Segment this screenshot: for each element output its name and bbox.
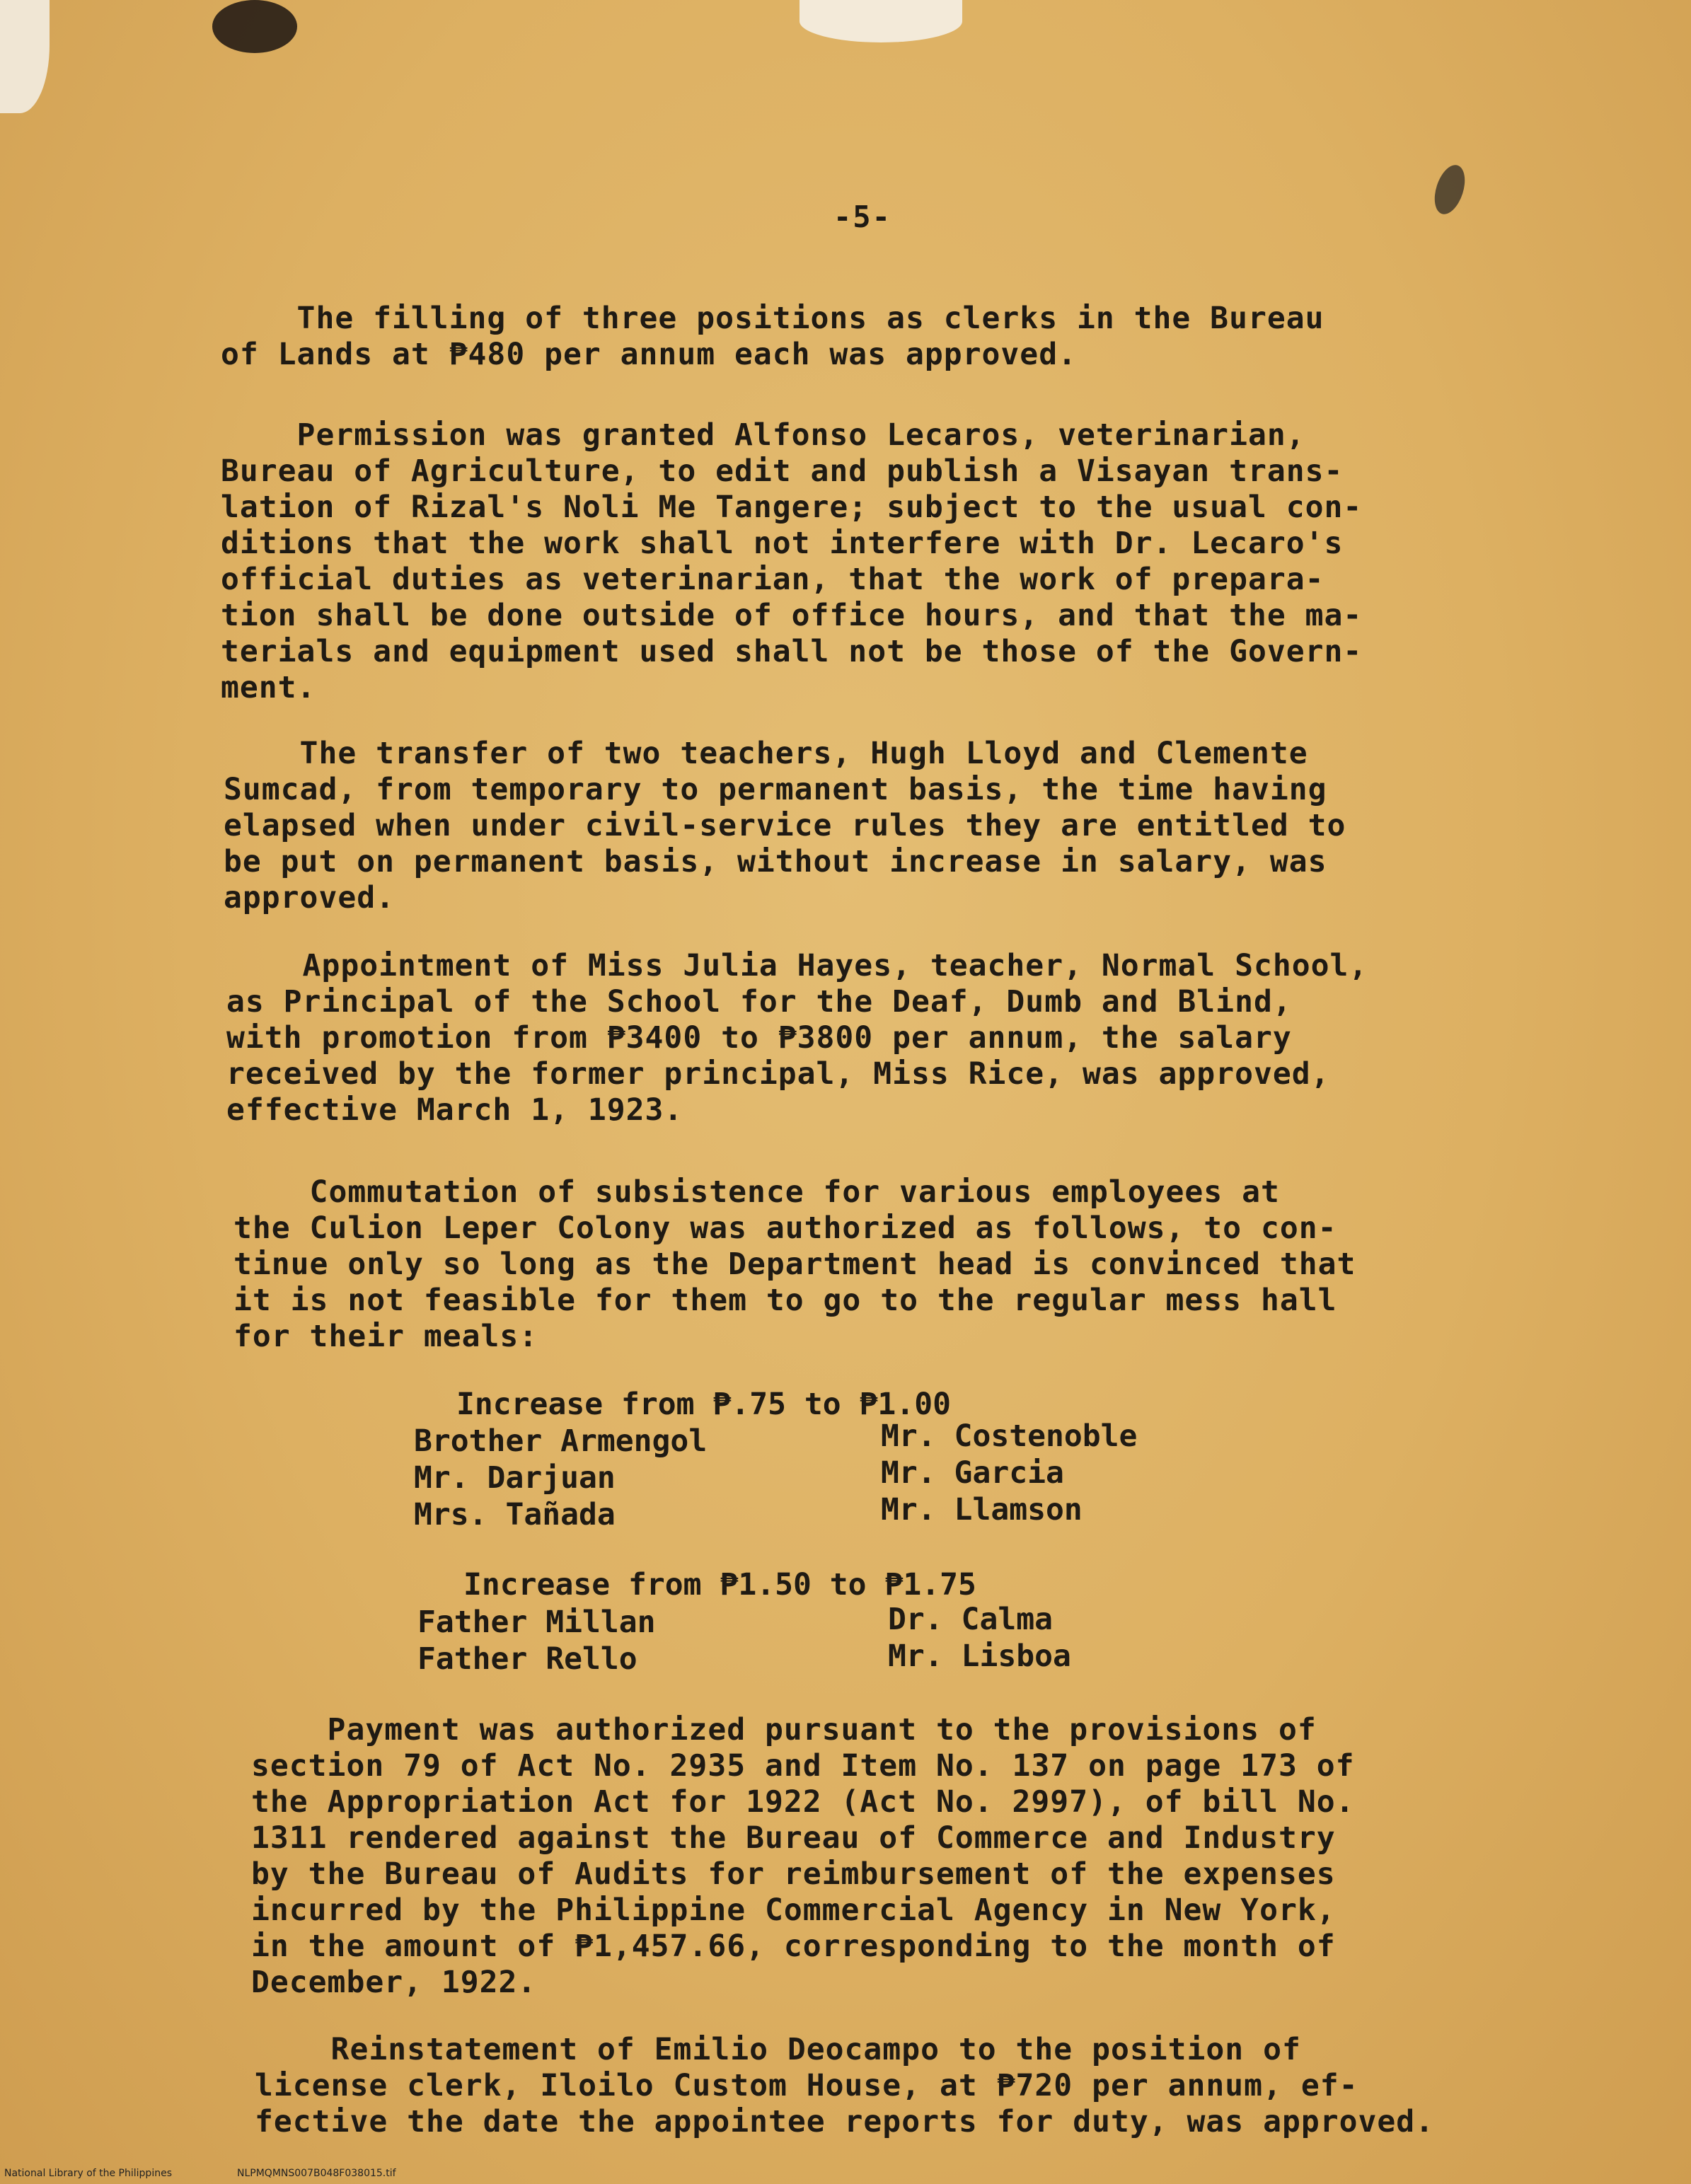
employee-name: Father Millan — [417, 1605, 656, 1640]
paragraph-deocampo-reinstatement: Reinstatement of Emilio Deocampo to the position of license clerk, Iloilo Custom House, at ₱720 per annum, ef- fective the date the appointee reports for duty, was approved. — [255, 2032, 1435, 2139]
ink-stain — [1429, 161, 1470, 218]
paragraph-lecaros-permission: Permission was granted Alfonso Lecaros, veterinarian, Bureau of Agriculture, to edit and publish a Visayan trans- lation of Rizal's Noli Me Tangere; subject to the usual con- ditions that the work shall not interfere with Dr. Lecaro's official duties as veterinarian, that the work of prepara- tion shall be done outside of office hours, and that the ma- terials and equipment used shall not be those of the Govern- ment. — [221, 417, 1363, 705]
paragraph-subsistence-commutation: Commutation of subsistence for various employees at the Culion Leper Colony was authorized as follows, to con- tinue only so long as the Department head is convinced that it is not feasible for them to go to the regular mess hall for their meals: — [233, 1174, 1356, 1354]
footer-library-credit: National Library of the Philippines — [4, 2168, 172, 2179]
employee-name: Dr. Calma — [888, 1602, 1053, 1637]
employee-name: Mr. Llamson — [881, 1492, 1083, 1527]
paragraph-payment-authorization: Payment was authorized pursuant to the provisions of section 79 of Act No. 2935 and Item No. 137 on page 173 of the Appropriation Act for 1922 (Act No. 2997), of bill No. 1311 rendered against the Bureau of Commerce and Industry by the Bureau of Audits for reimbursement of the expenses incurred by the Philippine Commercial Agency in New York, in the amount of ₱1,457.66, corresponding to the month of December, 1922. — [251, 1712, 1355, 2000]
increase-heading: Increase from ₱.75 to ₱1.00 — [456, 1387, 951, 1422]
employee-name: Mr. Darjuan — [414, 1460, 616, 1496]
employee-name: Father Rello — [417, 1641, 637, 1677]
increase-heading: Increase from ₱1.50 to ₱1.75 — [463, 1567, 976, 1602]
employee-name: Mr. Lisboa — [888, 1639, 1071, 1674]
torn-edge — [0, 0, 50, 113]
ink-stain — [212, 0, 297, 53]
employee-name: Mr. Garcia — [881, 1455, 1064, 1491]
employee-name: Brother Armengol — [414, 1423, 708, 1459]
footer-file-id: NLPMQMNS007B048F038015.tif — [237, 2168, 396, 2179]
employee-name: Mr. Costenoble — [881, 1419, 1138, 1454]
paragraph-teacher-transfer: The transfer of two teachers, Hugh Lloyd and Clemente Sumcad, from temporary to permanent basis, the time having elapsed when under civil-service rules they are entitled to be put on permanent basis, without increase in salary, was approved. — [224, 736, 1346, 915]
page-number: -5- — [833, 200, 891, 234]
paragraph-clerks-bureau-of-lands: The filling of three positions as clerks in the Bureau of Lands at ₱480 per annum each was approved. — [221, 301, 1324, 372]
torn-edge — [800, 0, 962, 42]
employee-name: Mrs. Tañada — [414, 1497, 616, 1532]
paragraph-hayes-appointment: Appointment of Miss Julia Hayes, teacher, Normal School, as Principal of the School for the Deaf, Dumb and Blind, with promotion from ₱3400 to ₱3800 per annum, the salary received by the former principal, Miss Rice, was approved, effective March 1, 1923. — [226, 948, 1368, 1128]
